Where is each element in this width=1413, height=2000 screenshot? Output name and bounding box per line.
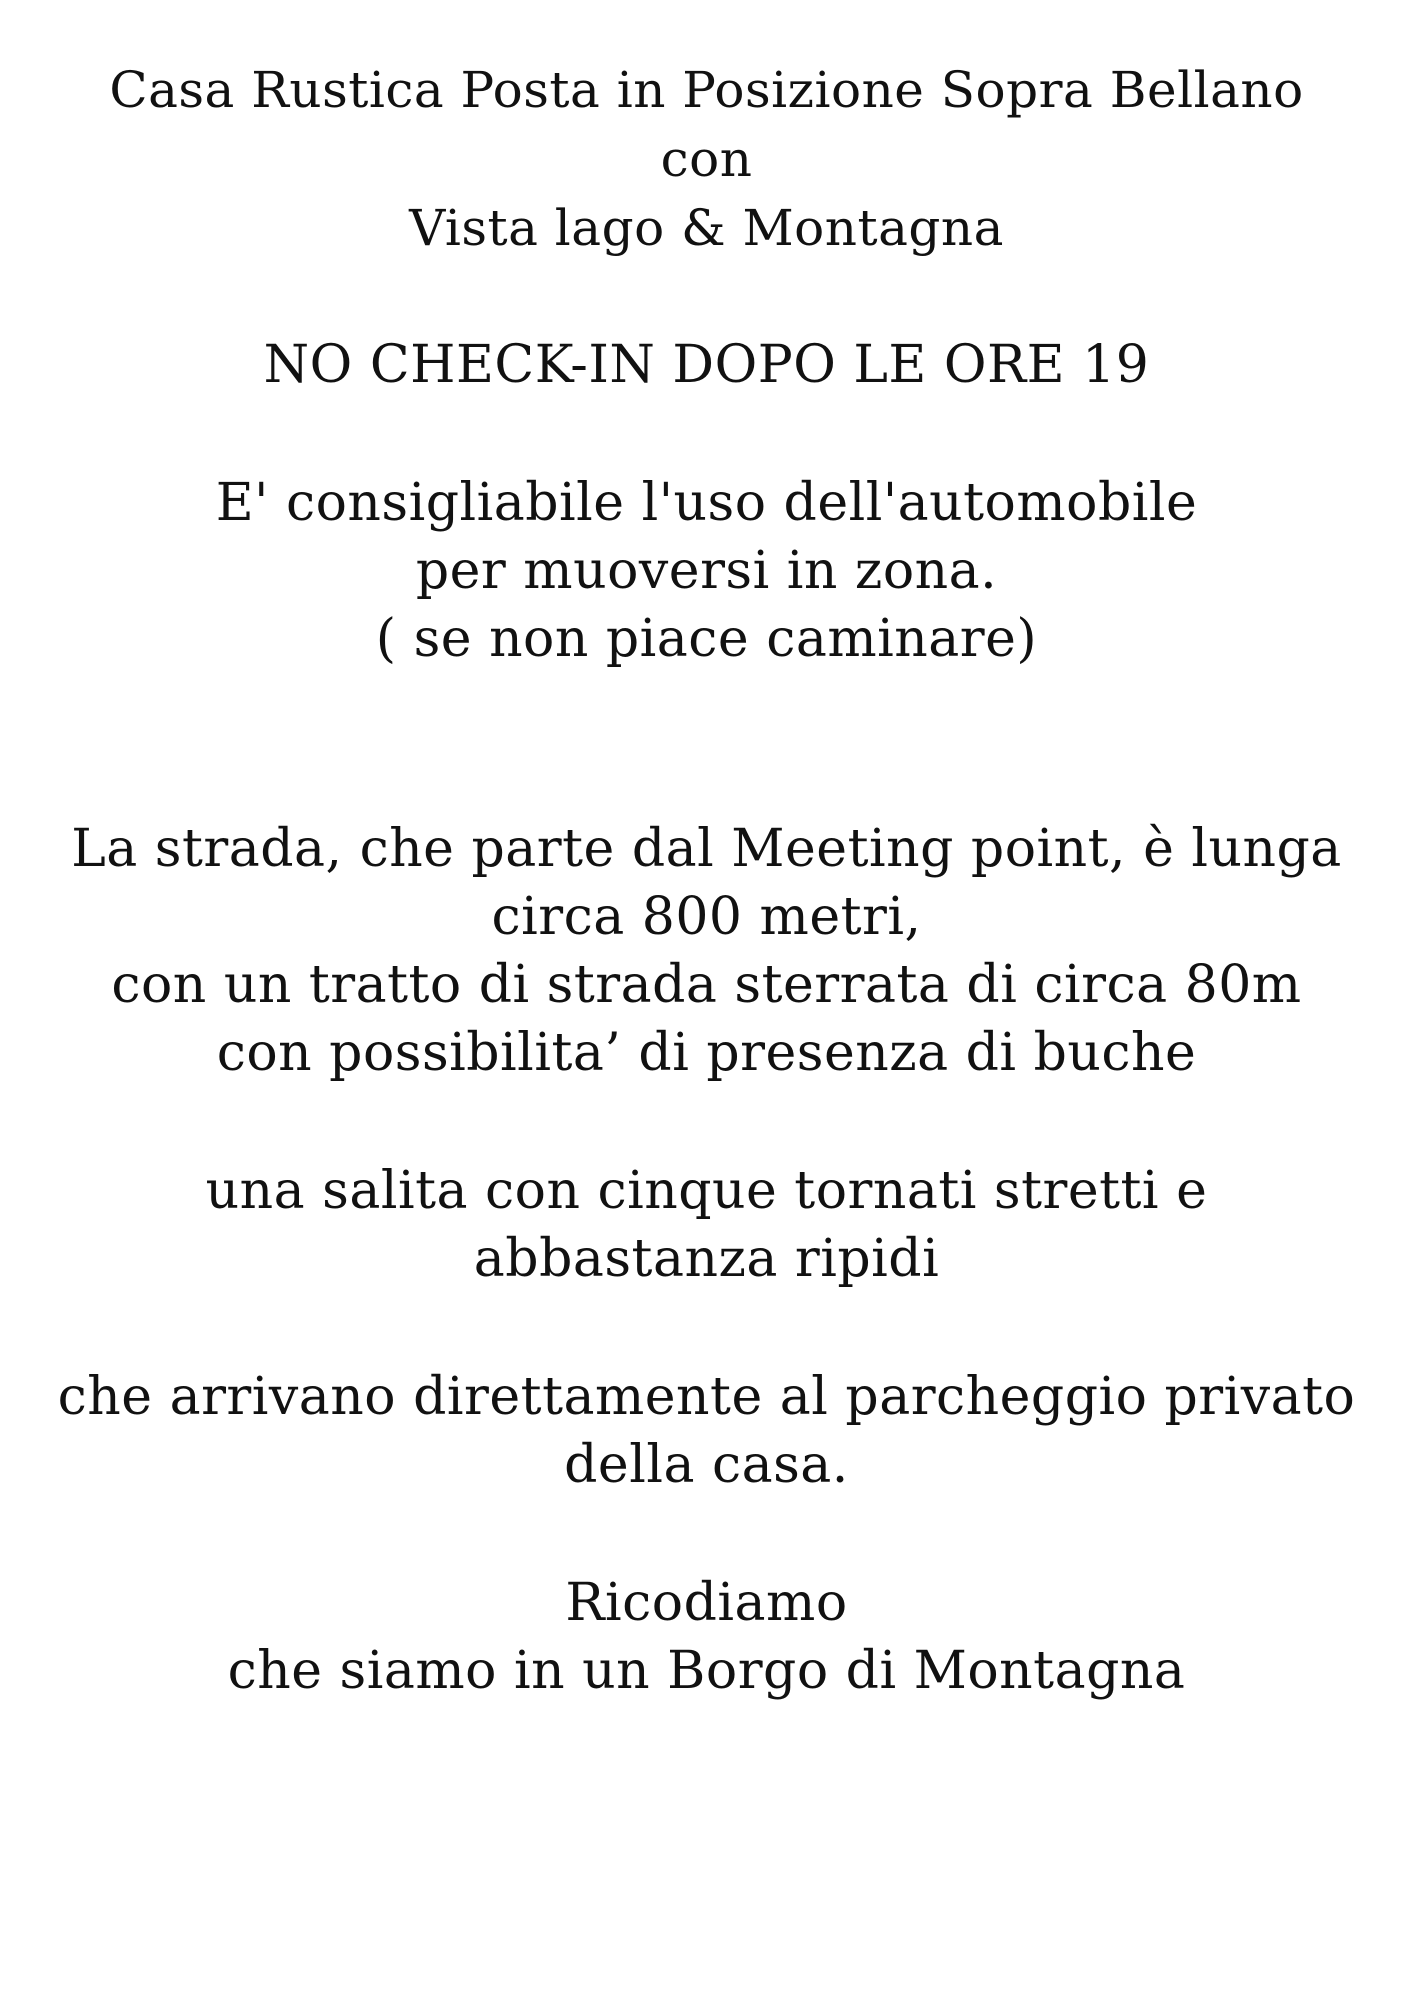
road-info-line-3: con un tratto di strada sterrata di circa 80m xyxy=(111,955,1302,1015)
road-info-line-4: con possibilita’ di presenza di buche xyxy=(216,1023,1197,1083)
title-line-2: con xyxy=(660,130,753,188)
title-line-1: Casa Rustica Posta in Posizione Sopra Bellano xyxy=(109,61,1304,119)
reminder-line-1: Ricodiamo xyxy=(565,1573,848,1633)
parking-info-line-1: che arrivano direttamente al parcheggio privato xyxy=(57,1367,1356,1427)
road-info-line-2: circa 800 metri, xyxy=(491,887,922,947)
parking-info-line-2: della casa. xyxy=(564,1435,849,1495)
climb-info-line-2: abbastanza ripidi xyxy=(473,1229,940,1289)
car-advice-line-1: E' consigliabile l'uso dell'automobile xyxy=(215,473,1198,533)
road-info-line-1: La strada, che parte dal Meeting point, è lunga xyxy=(71,819,1342,879)
reminder-line-2: che siamo in un Borgo di Montagna xyxy=(227,1641,1186,1701)
car-advice-line-2: per muoversi in zona. xyxy=(415,541,998,601)
climb-info-line-1: una salita con cinque tornati stretti e xyxy=(205,1161,1208,1221)
car-advice-line-3: ( se non piace caminare) xyxy=(375,609,1038,669)
title-line-3: Vista lago & Montagna xyxy=(409,199,1004,257)
checkin-notice: NO CHECK-IN DOPO LE ORE 19 xyxy=(263,335,1150,395)
